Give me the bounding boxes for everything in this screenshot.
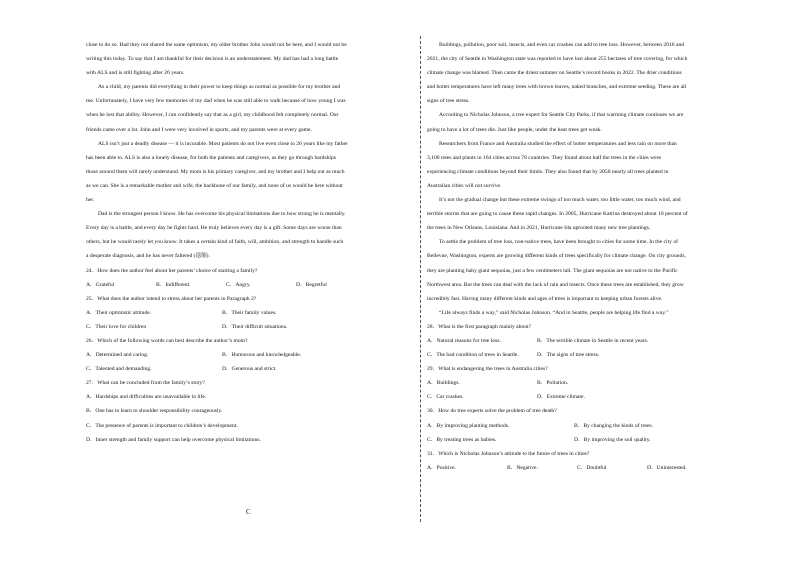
question-stem: 26．Which of the following words can best describe the author’s mom? xyxy=(86,337,248,344)
option-a[interactable]: A．By improving planting methods. xyxy=(427,422,510,429)
passage-line: 3,100 trees and plants in 164 cities across 78 countries. They found about half the trees in the cities were xyxy=(427,154,661,161)
option-a[interactable]: A．Buildings. xyxy=(427,380,460,387)
question-stem: 30．How do tree experts solve the problem of tree death? xyxy=(427,408,557,415)
option-b[interactable]: B．Their family values. xyxy=(222,309,277,316)
options-row xyxy=(86,278,412,292)
options-row xyxy=(427,433,781,447)
option-c[interactable]: C．Car crashes. xyxy=(427,394,464,401)
passage-line: According to Nicholas Johnson, a tree expert for Seattle City Parks, if that warming climate continues we are xyxy=(439,112,684,119)
passage-line: when he lost that ability. However, I can confidently say that as a girl, my childhood felt completely normal. Our xyxy=(86,112,339,119)
option-c[interactable]: C．Doubtful xyxy=(577,464,607,471)
option-d[interactable]: D．The signs of tree stress. xyxy=(537,352,600,359)
option-a[interactable]: A．Natural reasons for tree loss. xyxy=(427,337,501,344)
option-d[interactable]: D．Inner strength and family support can help overcome physical limitations. xyxy=(86,436,261,443)
options-row xyxy=(427,419,781,433)
options-row xyxy=(427,334,781,348)
passage-line: close to do so. Had they not shared the same optimism, my older brother John would not be here, and I would not be xyxy=(86,42,347,48)
passage-line: “Life always finds a way,” said Nicholas Johnson. “And in Seattle, people are helping life find a way.” xyxy=(439,309,669,316)
option-d[interactable]: D．Generous and strict. xyxy=(222,366,277,373)
passage-line: the trees in New Orleans, Louisiana. And in 2021, Hurricane Ida uprooted many new tree plantings. xyxy=(427,225,651,232)
option-c[interactable]: C．The presence of parents is important to children’s development. xyxy=(86,422,238,429)
passage-line: Buildings, pollution, poor soil, insects, and even car crashes can add to tree loss. However, between 2016 and xyxy=(439,42,685,48)
question-28 xyxy=(427,320,781,362)
question-29 xyxy=(427,362,781,404)
passage-line: Bellevue, Washington, experts are growing different kinds of trees specifically for climate change. On city grounds, xyxy=(427,253,686,260)
option-a[interactable]: A．Hardships and difficulties are unavoidable in life. xyxy=(86,394,207,401)
passage-line: signs of tree stress. xyxy=(427,98,470,105)
question-31 xyxy=(427,447,781,475)
options-row xyxy=(427,376,781,390)
option-b[interactable]: B．One has to learn to shoulder responsibility courageously. xyxy=(86,408,223,415)
question-stem: 31．Which is Nicholas Johnson’s attitude to the future of trees in cities? xyxy=(427,450,590,457)
question-24 xyxy=(86,264,412,292)
question-26 xyxy=(86,334,412,376)
passage-line: As a child, my parents did everything in their power to keep things as normal as possible for my brother and xyxy=(98,84,341,91)
column-divider xyxy=(420,36,421,522)
question-27 xyxy=(86,376,412,446)
option-c[interactable]: C．The bad condition of trees in Seattle. xyxy=(427,352,519,359)
passage-line: going to have a lot of trees die. Just like people, under the heat trees get weak. xyxy=(427,126,602,133)
option-c[interactable]: C．By treating trees as babies. xyxy=(427,436,497,443)
passage-line: has been able to. ALS is also a lonely disease, for both the patients and caregivers, as they go through hardships xyxy=(86,154,336,161)
options-row xyxy=(427,348,781,362)
passage-line: Dad is the strongest person I know. He has overcome his physical limitations due to how strong he is mentally. xyxy=(98,211,346,218)
option-a[interactable]: A．Positive. xyxy=(427,464,457,471)
question-stem: 28．What is the first paragraph mainly about? xyxy=(427,323,532,330)
passage-line: they are planting baby giant sequoias, just a few centimeters tall. The giant sequoias are not native to the Pacific xyxy=(427,267,678,274)
passage-line: climate change was blamed. Then came the driest summer on Seattle’s record books in 2022. The drier conditions xyxy=(427,70,682,77)
question-stem: 29．What is endangering the trees in Australia cities? xyxy=(427,366,548,373)
passage-line: terrible storms that are going to cause these rapid changes. In 2005, Hurricane Katrina destroyed about 10 percent of xyxy=(427,211,688,218)
passage-line: her. xyxy=(86,197,95,204)
question-stem: 25．What does the author intend to stress about her parents in Paragraph 2? xyxy=(86,295,257,302)
options-row xyxy=(86,362,412,376)
options-row xyxy=(427,390,781,404)
option-b[interactable]: B．Negative. xyxy=(507,464,538,471)
option-a[interactable]: A．Determined and caring. xyxy=(86,352,149,359)
passage-line: Northwest area. But the trees can deal with the lack of rain and insects. Once these trees are established, they grow xyxy=(427,281,684,288)
left-column xyxy=(86,38,412,447)
passage-line: friends came over a lot. John and I were very involved in sports, and my parents were at every game. xyxy=(86,126,312,133)
option-a[interactable]: A．Their optimistic attitude. xyxy=(86,309,152,316)
options-row xyxy=(86,306,412,320)
option-b[interactable]: B．Pollution. xyxy=(537,380,569,387)
page-mark: C xyxy=(246,508,251,516)
option-c[interactable]: C．Angry. xyxy=(226,281,251,288)
option-a[interactable]: A．Grateful xyxy=(86,281,115,288)
question-30 xyxy=(427,404,781,446)
passage-line: experiencing climate conditions beyond their limits. They also found that by 2050 nearly all trees planted in xyxy=(427,168,669,175)
passage-line: writing this today. To say that I am thankful for their decision is an understatement. My dad has had a long battle xyxy=(86,56,339,63)
option-b[interactable]: B．Indifferent. xyxy=(156,281,191,288)
option-c[interactable]: C．Talented and demanding. xyxy=(86,366,152,373)
passage-line: with ALS and is still fighting after 26 years. xyxy=(86,70,185,77)
passage-line: It’s not the gradual change but these extreme swings of too much water, too little water, too much wind, and xyxy=(439,197,681,204)
passage-line: as we can. She is a remarkable mother and wife, the backbone of our family, and none of us would be here without xyxy=(86,182,343,189)
option-c[interactable]: C．Their love for children xyxy=(86,323,147,330)
question-stem: 24．How does the author feel about her parents’ choice of starting a family? xyxy=(86,267,258,274)
option-b[interactable]: B．By changing the kinds of trees. xyxy=(574,422,653,429)
passage-line: 2021, the city of Seattle in Washington state was reported to have lost about 255 hectares of tree covering, for which xyxy=(427,56,688,63)
option-d[interactable]: D．By improving the soil quality. xyxy=(574,436,651,443)
option-d[interactable]: D．Uninterested. xyxy=(647,464,687,471)
passage-line: ALS isn’t just a deadly disease — it is incurable. Most patients do not live even close to 26 years like my father xyxy=(98,140,348,147)
option-b[interactable]: B．The terrible climate in Seattle in recent years. xyxy=(537,337,649,344)
passage-line: incredibly fast. Having many different kinds and ages of trees is important to keeping urban forests alive. xyxy=(427,295,663,302)
option-d[interactable]: D．Extreme climate. xyxy=(537,394,585,401)
passage-line: To settle the problem of tree loss, non-native trees, have been brought to cities for some time. In the city of xyxy=(439,239,678,246)
option-d[interactable]: D．Regretful xyxy=(296,281,327,288)
passage-line: and hotter temperatures have left many trees with brown leaves, naked branches, and extreme seeding. These are all xyxy=(427,84,687,91)
passage-line: Researchers from France and Australia studied the effect of hotter temperatures and less rain on more than xyxy=(439,140,677,147)
right-column xyxy=(427,38,781,475)
option-b[interactable]: B．Humorous and knowledgeable. xyxy=(222,352,302,359)
question-25 xyxy=(86,292,412,334)
passage-line: Australian cities will not survive. xyxy=(427,182,502,189)
passage-line: those around them will rarely understand. My mom is his primary caregiver, and my brother and I help out as much xyxy=(86,168,345,175)
passage-line: a desperate diagnosis, and he has never faltered (退缩). xyxy=(86,253,210,260)
option-d[interactable]: D．Their difficult situations. xyxy=(222,323,288,330)
options-row xyxy=(86,320,412,334)
question-stem: 27．What can be concluded from the family’s story? xyxy=(86,380,205,387)
options-row xyxy=(427,461,781,475)
options-row xyxy=(86,348,412,362)
passage-line: Every day is a battle, and every day he fights hard. He truly believes every day is a gift. Some days are worse than xyxy=(86,225,342,232)
passage-line: me. Unfortunately, I have very few memories of my dad when he was still able to walk because of how young I was xyxy=(86,98,346,105)
passage-line: others, but he would rarely let you know. It takes a certain kind of faith, will, ambition, and strength to handle such xyxy=(86,239,344,246)
